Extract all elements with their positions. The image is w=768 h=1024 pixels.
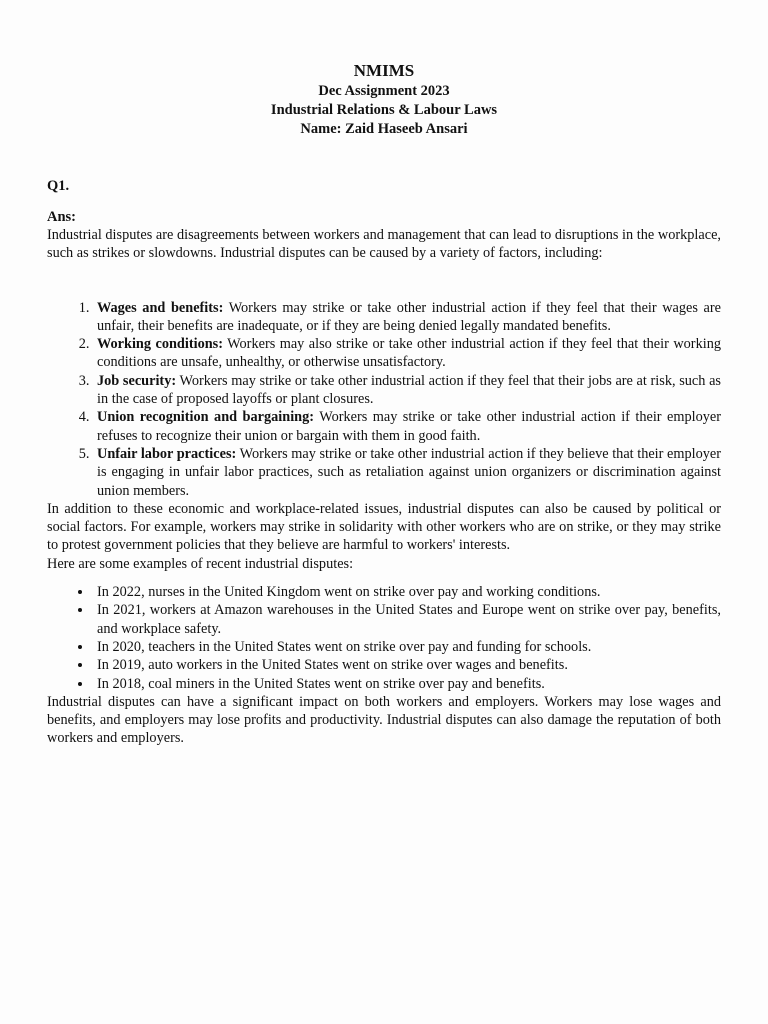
document-header xyxy=(47,60,721,139)
student-name: Name: Zaid Haseeb Ansari xyxy=(300,121,468,137)
factor-term: Unfair labor practices: xyxy=(97,445,237,462)
factor-item xyxy=(93,299,721,336)
factor-text: Workers may also strike or take other industrial action if they feel that their working conditions are unsafe, unhealthy, or otherwise unsatisfactory. xyxy=(97,336,721,371)
factor-term: Wages and benefits: xyxy=(97,299,224,316)
factor-item xyxy=(93,445,721,500)
factor-text: Workers may strike or take other industrial action if they believe that their employer is engaging in unfair labor practices, such as retaliation against union organizers or discrimination against union members. xyxy=(97,445,721,499)
factor-text: Workers may strike or take other industrial action if they feel that their jobs are at risk, such as in the case of proposed layoffs or plant closures. xyxy=(97,372,721,408)
factor-term: Working conditions: xyxy=(97,336,223,353)
document-page xyxy=(47,60,721,748)
example-item: • In 2018, coal miners in the United States went on strike over pay and benefits. xyxy=(93,675,721,693)
impact-paragraph: Industrial disputes can have a significant impact on both workers and employers. Workers may lose wages and benefits, and employers may lose profits and productivity. Industrial disputes can also damage the reputation of both workers and employers. xyxy=(47,693,721,747)
factor-text: Workers may strike or take other industrial action if their employer refuses to recognize their union or bargain with them in good faith. xyxy=(97,409,721,444)
institution-title: NMIMS xyxy=(353,61,415,80)
examples-list xyxy=(47,583,721,693)
factors-list xyxy=(47,299,721,500)
example-item: • In 2022, nurses in the United Kingdom went on strike over pay and working conditions. xyxy=(93,583,721,601)
factor-item xyxy=(93,335,721,372)
examples-intro: Here are some examples of recent industrial disputes: xyxy=(47,555,354,572)
factor-item xyxy=(93,372,721,409)
subject-line: Industrial Relations & Labour Laws xyxy=(270,102,498,118)
intro-paragraph: Industrial disputes are disagreements between workers and management that can lead to disruptions in the workplace, such as strikes or slowdowns. Industrial disputes can be caused by a variety of factors, including: xyxy=(47,227,721,262)
example-item: • In 2019, auto workers in the United States went on strike over wages and benefits. xyxy=(93,656,721,674)
example-item: • In 2020, teachers in the United States went on strike over pay and funding for schools. xyxy=(93,638,721,656)
example-item: • In 2021, workers at Amazon warehouses in the United States and Europe went on strike over pay, benefits, and workplace safety. xyxy=(93,601,721,638)
question-label: Q1. xyxy=(47,178,70,194)
factor-term: Union recognition and bargaining: xyxy=(97,409,315,426)
addition-paragraph: In addition to these economic and workplace-related issues, industrial disputes can also be caused by political or social factors. For example, workers may strike in solidarity with other workers who are on strike, or they may strike to protest government policies that they believe are harmful to workers' interests. xyxy=(47,500,721,554)
answer-label: Ans: xyxy=(47,209,77,225)
factor-term: Job security: xyxy=(97,372,177,389)
factor-text: Workers may strike or take other industrial action if they feel that their wages are unfair, their benefits are inadequate, or if they are being denied legally mandated benefits. xyxy=(97,299,722,334)
assignment-line: Dec Assignment 2023 xyxy=(318,83,450,99)
factor-item xyxy=(93,408,721,445)
